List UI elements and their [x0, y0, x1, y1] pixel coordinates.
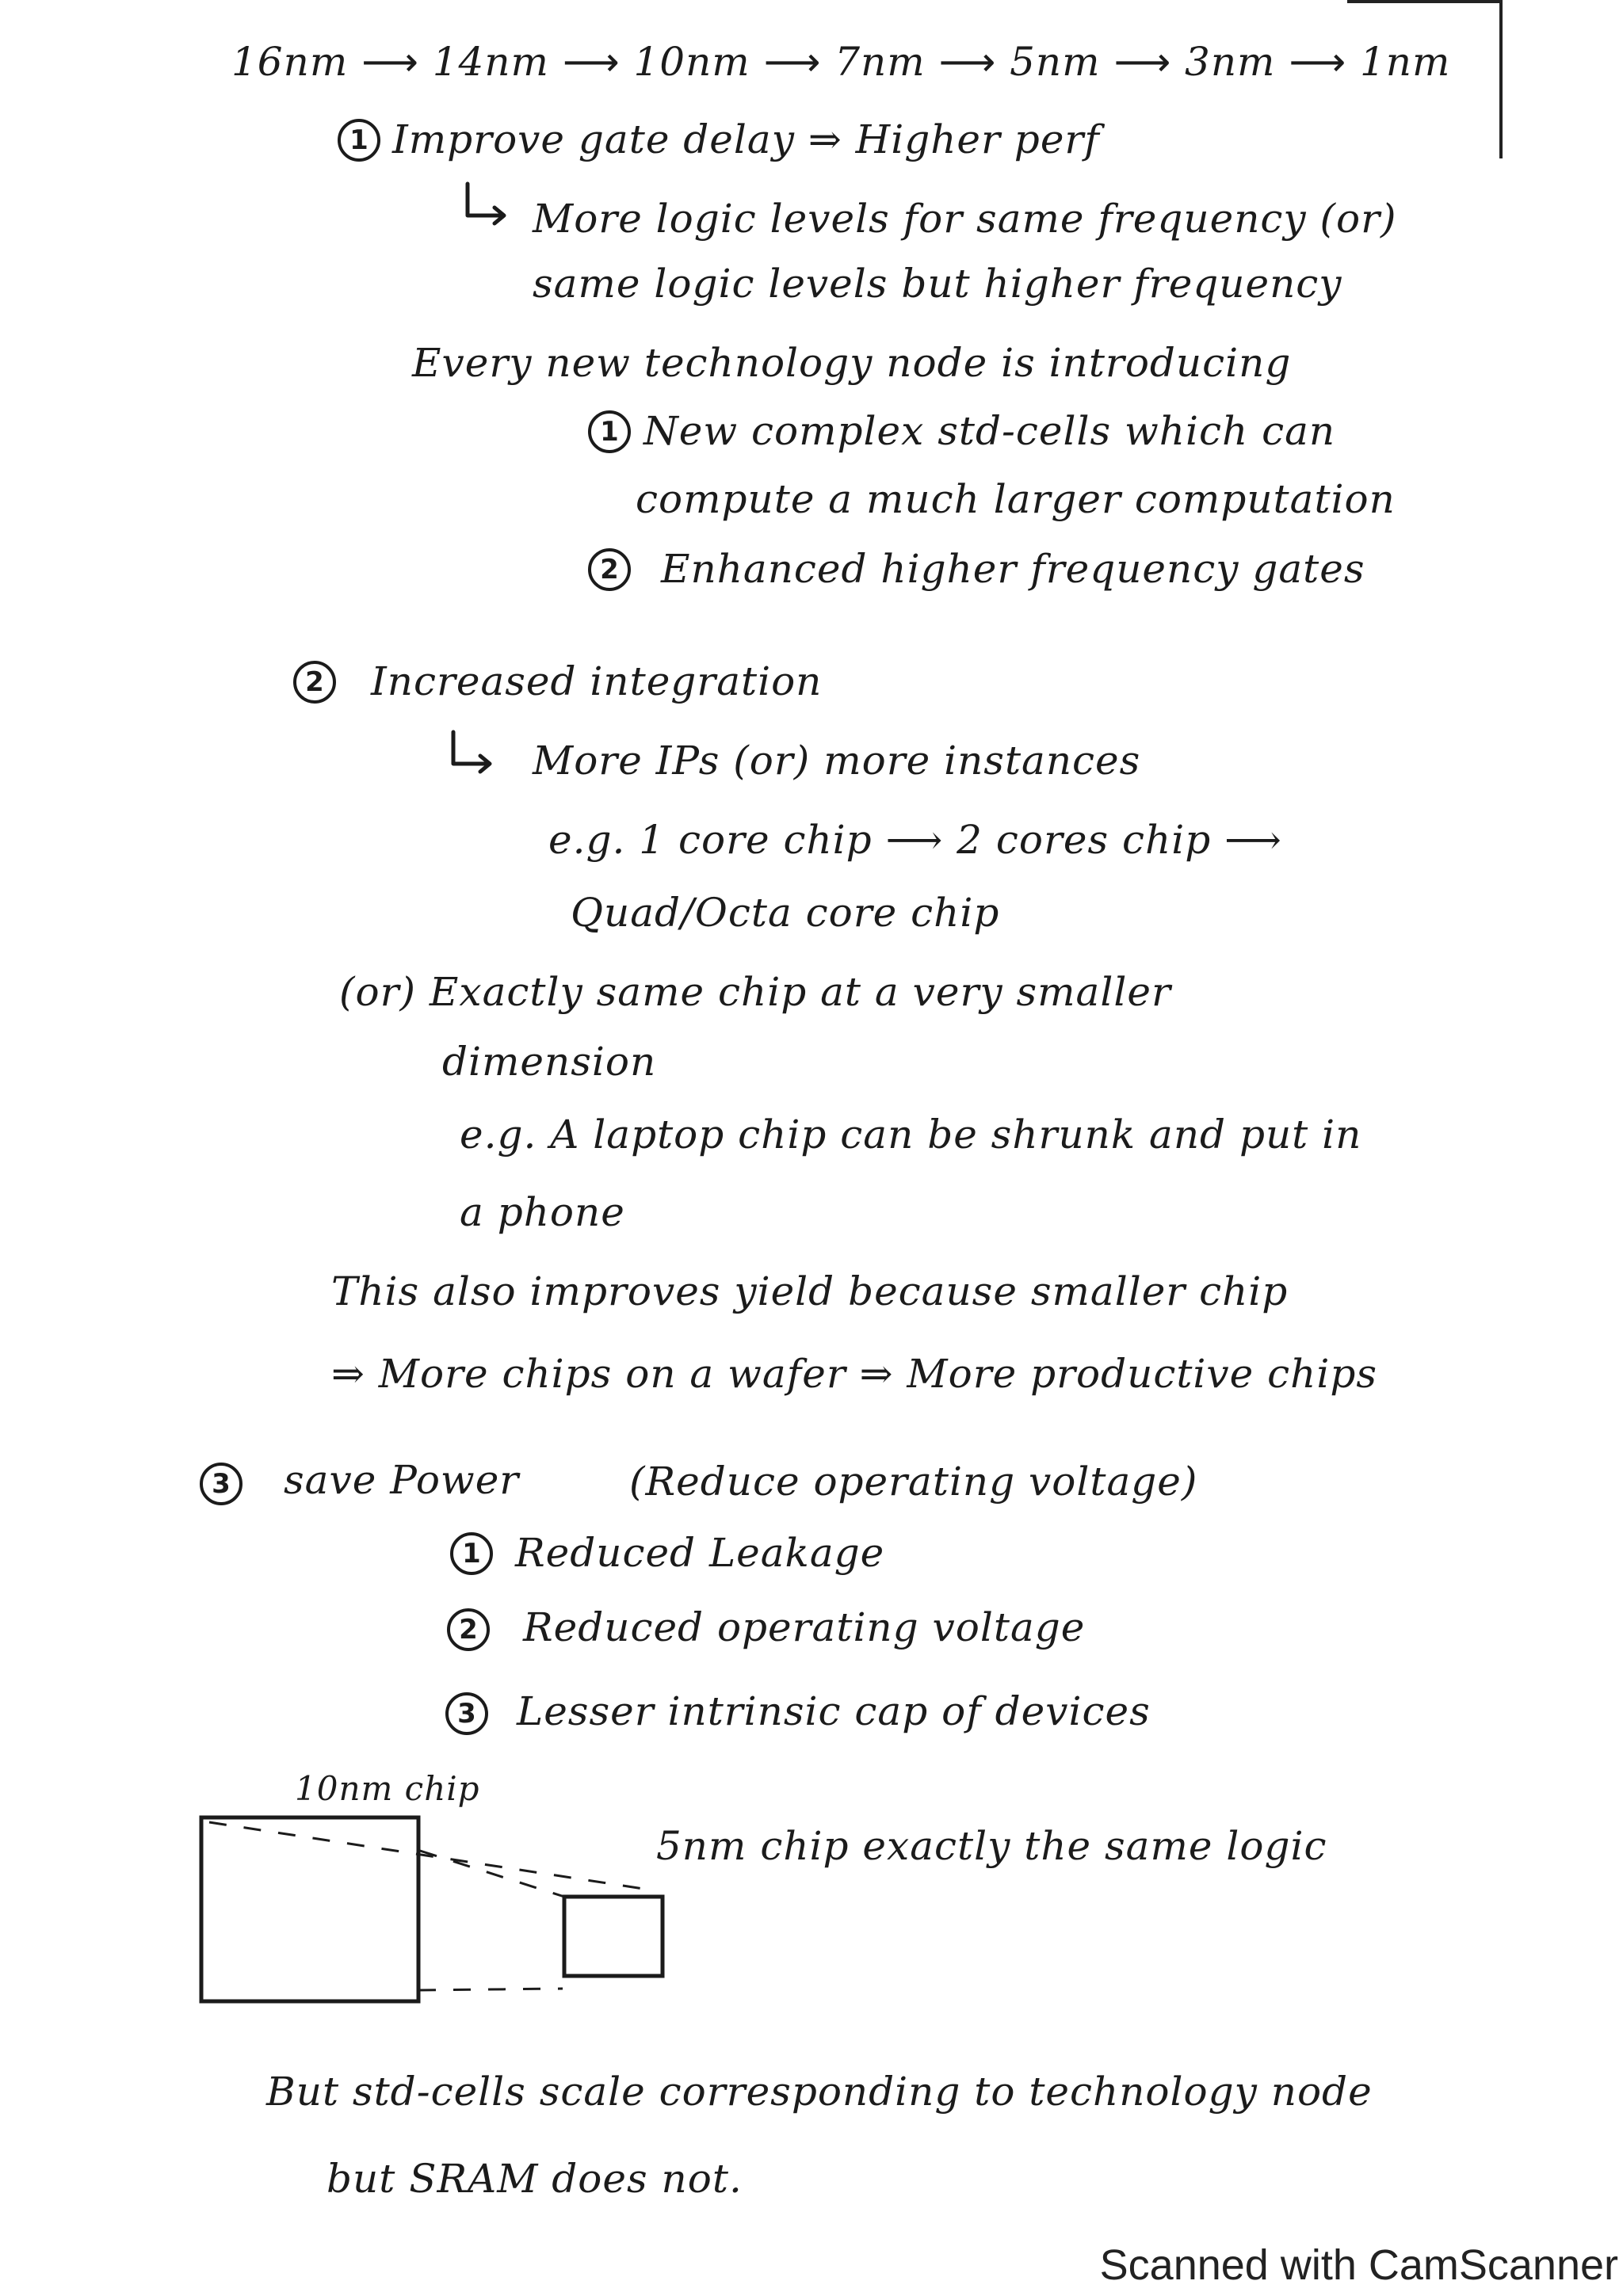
big-chip-label: 10nm chip: [295, 1769, 480, 1808]
node-14nm: 14nm: [432, 39, 549, 85]
projection-line-top: [209, 1822, 643, 1889]
section-1-title: Improve gate delay ⇒ Higher perf: [392, 116, 1100, 162]
section-1-intro: Every new technology node is introducing: [412, 340, 1292, 386]
section-3-paren: (Reduce operating voltage): [629, 1459, 1198, 1505]
section-3-item-3-number: 3: [445, 1692, 488, 1735]
section-1-sub-1: More logic levels for same frequency (or): [533, 196, 1397, 242]
section-2-sub-1: More IPs (or) more instances: [533, 738, 1141, 784]
node-10nm: 10nm: [633, 39, 750, 85]
section-1-item-1-number: 1: [588, 410, 631, 453]
section-1-item-2-number: 2: [588, 548, 631, 591]
projection-line-bottom: [418, 1989, 563, 1990]
projection-line-mid: [420, 1851, 564, 1897]
node-5nm: 5nm: [1010, 39, 1101, 85]
section-3-item-2: Reduced operating voltage: [523, 1604, 1086, 1650]
section-1-item-1-line-1: New complex std-cells which can: [643, 408, 1336, 454]
small-chip-label: 5nm chip exactly the same logic: [656, 1823, 1327, 1869]
section-3-item-3: Lesser intrinsic cap of devices: [517, 1688, 1151, 1734]
section-1-sub-2: same logic levels but higher frequency: [533, 261, 1342, 307]
chip-scaling-diagram: [190, 1806, 697, 2020]
small-chip-box: [564, 1897, 663, 1976]
section-3-item-2-number: 2: [447, 1608, 490, 1651]
arrow-icon: ⟶: [1289, 39, 1360, 85]
branch-arrow-icon: [463, 181, 510, 228]
section-1-item-2: Enhanced higher frequency gates: [661, 546, 1365, 592]
node-1nm: 1nm: [1359, 39, 1451, 85]
node-sequence: [231, 38, 1450, 86]
section-3-number: 3: [200, 1463, 242, 1505]
footer-line-2: but SRAM does not.: [327, 2156, 743, 2202]
node-7nm: 7nm: [834, 39, 926, 85]
section-2-example-4: a phone: [460, 1189, 625, 1235]
section-2-example-1: e.g. 1 core chip ⟶ 2 cores chip ⟶: [548, 817, 1282, 863]
big-chip-box: [201, 1817, 418, 2001]
section-2-alt-1: (or) Exactly same chip at a very smaller: [339, 969, 1171, 1015]
arrow-icon: ⟶: [1113, 39, 1186, 85]
section-3-item-1-number: 1: [450, 1532, 493, 1575]
arrow-icon: ⟶: [562, 39, 634, 85]
section-2-number: 2: [293, 661, 336, 704]
section-2-title: Increased integration: [371, 658, 823, 704]
node-16nm: 16nm: [231, 39, 349, 85]
section-1-number: 1: [338, 119, 380, 162]
arrow-icon: ⟶: [938, 39, 1010, 85]
scan-edge-right: [1499, 0, 1503, 158]
section-2-yield-2: ⇒ More chips on a wafer ⇒ More productive chips: [331, 1351, 1377, 1397]
section-2-example-3: e.g. A laptop chip can be shrunk and put in: [460, 1112, 1362, 1158]
section-2-alt-2: dimension: [442, 1039, 657, 1085]
section-3-title: save Power: [284, 1457, 520, 1503]
section-3-item-1: Reduced Leakage: [515, 1530, 885, 1576]
arrow-icon: ⟶: [361, 39, 433, 85]
arrow-icon: ⟶: [763, 39, 835, 85]
section-1-item-1-line-2: compute a much larger computation: [636, 476, 1396, 522]
scan-edge-top: [1347, 0, 1503, 3]
scanner-watermark: Scanned with CamScanner: [1099, 2241, 1618, 2289]
section-2-yield-1: This also improves yield because smaller chip: [331, 1268, 1289, 1314]
node-3nm: 3nm: [1185, 39, 1276, 85]
section-2-example-2: Quad/Octa core chip: [571, 890, 1000, 936]
branch-arrow-icon: [449, 729, 496, 776]
footer-line-1: But std-cells scale corresponding to technology node: [266, 2069, 1373, 2115]
